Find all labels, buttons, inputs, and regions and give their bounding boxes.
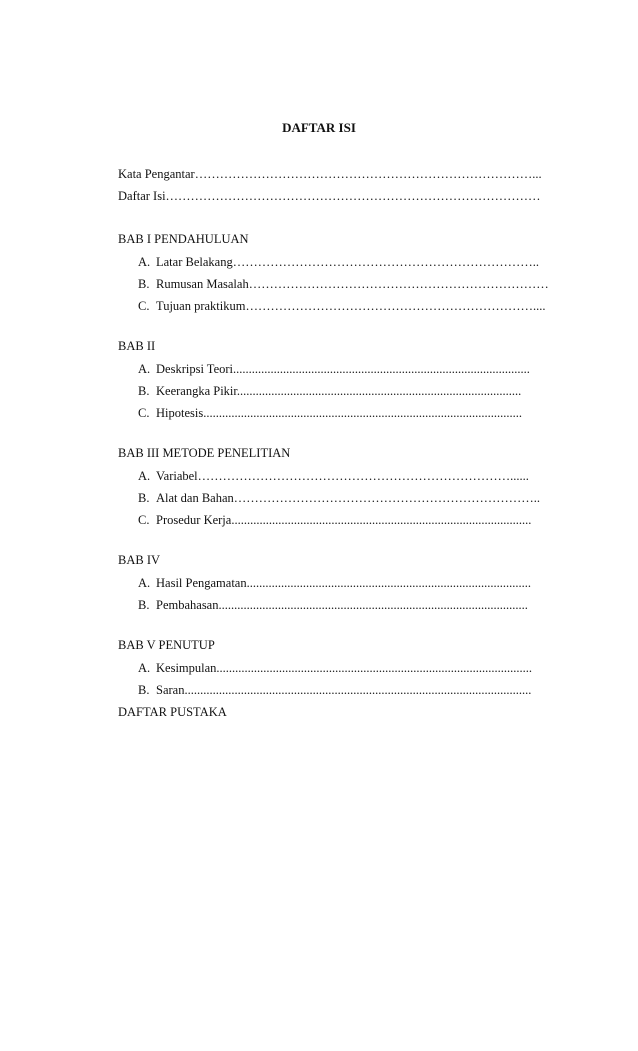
toc-item-hasil-pengamatan bbox=[138, 576, 531, 591]
item-text: Prosedur Kerja................................................................................................ bbox=[156, 513, 532, 527]
section-heading-bab-5: BAB V PENUTUP bbox=[118, 638, 215, 652]
toc-item-pembahasan bbox=[138, 598, 528, 613]
toc-item-deskripsi-teori bbox=[138, 362, 530, 377]
toc-item-kesimpulan bbox=[138, 661, 532, 676]
toc-item-prosedur-kerja bbox=[138, 513, 531, 528]
item-marker: B. bbox=[138, 598, 150, 612]
toc-item-tujuan-praktikum bbox=[138, 299, 545, 314]
item-text: Hasil Pengamatan........................................................................................... bbox=[156, 576, 531, 590]
item-marker: C. bbox=[138, 299, 150, 313]
item-marker: B. bbox=[138, 384, 150, 398]
toc-item-hipotesis bbox=[138, 406, 522, 421]
toc-item-latar-belakang bbox=[138, 255, 539, 270]
item-text: Variabel…………………………………………………………………...... bbox=[156, 469, 529, 483]
section-heading-bab-3: BAB III METODE PENELITIAN bbox=[118, 446, 291, 460]
item-marker: A. bbox=[138, 661, 151, 675]
section-heading-bab-4: BAB IV bbox=[118, 553, 161, 567]
item-text: Latar Belakang……………………………………………………………….. bbox=[156, 255, 539, 269]
item-marker: A. bbox=[138, 576, 151, 590]
item-text: Keerangka Pikir........................................................................................... bbox=[156, 384, 522, 398]
item-marker: B. bbox=[138, 491, 150, 505]
item-text: Rumusan Masalah……………………………………………………………… bbox=[156, 277, 549, 291]
item-marker: C. bbox=[138, 406, 150, 420]
item-marker: C. bbox=[138, 513, 150, 527]
item-text: Pembahasan................................................................................................... bbox=[156, 598, 528, 612]
item-text: Hipotesis...................................................................................................... bbox=[156, 406, 522, 420]
toc-item-kerangka-pikir bbox=[138, 384, 521, 399]
toc-entry-daftar-isi: Daftar Isi……………………………………………………………………………… bbox=[118, 189, 541, 203]
toc-entry-daftar-pustaka: DAFTAR PUSTAKA bbox=[118, 705, 227, 719]
item-text: Kesimpulan..................................................................................................... bbox=[156, 661, 533, 675]
section-heading-bab-1: BAB I PENDAHULUAN bbox=[118, 232, 249, 246]
toc-item-rumusan-masalah bbox=[138, 277, 549, 292]
toc-entry-kata-pengantar: Kata Pengantar………………………………………………………………………... bbox=[118, 167, 542, 181]
item-marker: A. bbox=[138, 255, 151, 269]
page-title: DAFTAR ISI bbox=[282, 120, 356, 135]
item-text: Deskripsi Teori............................................................................................... bbox=[156, 362, 530, 376]
item-text: Tujuan praktikum…………………………………………………………….... bbox=[156, 299, 546, 313]
item-text: Alat dan Bahan……………………………………………………………….. bbox=[156, 491, 541, 505]
item-marker: B. bbox=[138, 683, 150, 697]
item-marker: B. bbox=[138, 277, 150, 291]
toc-item-alat-dan-bahan bbox=[138, 491, 540, 506]
section-heading-bab-2: BAB II bbox=[118, 339, 156, 353]
item-marker: A. bbox=[138, 362, 151, 376]
toc-item-variabel bbox=[138, 469, 529, 484]
toc-item-saran bbox=[138, 683, 531, 698]
item-marker: A. bbox=[138, 469, 151, 483]
item-text: Saran............................................................................................................... bbox=[156, 683, 532, 697]
